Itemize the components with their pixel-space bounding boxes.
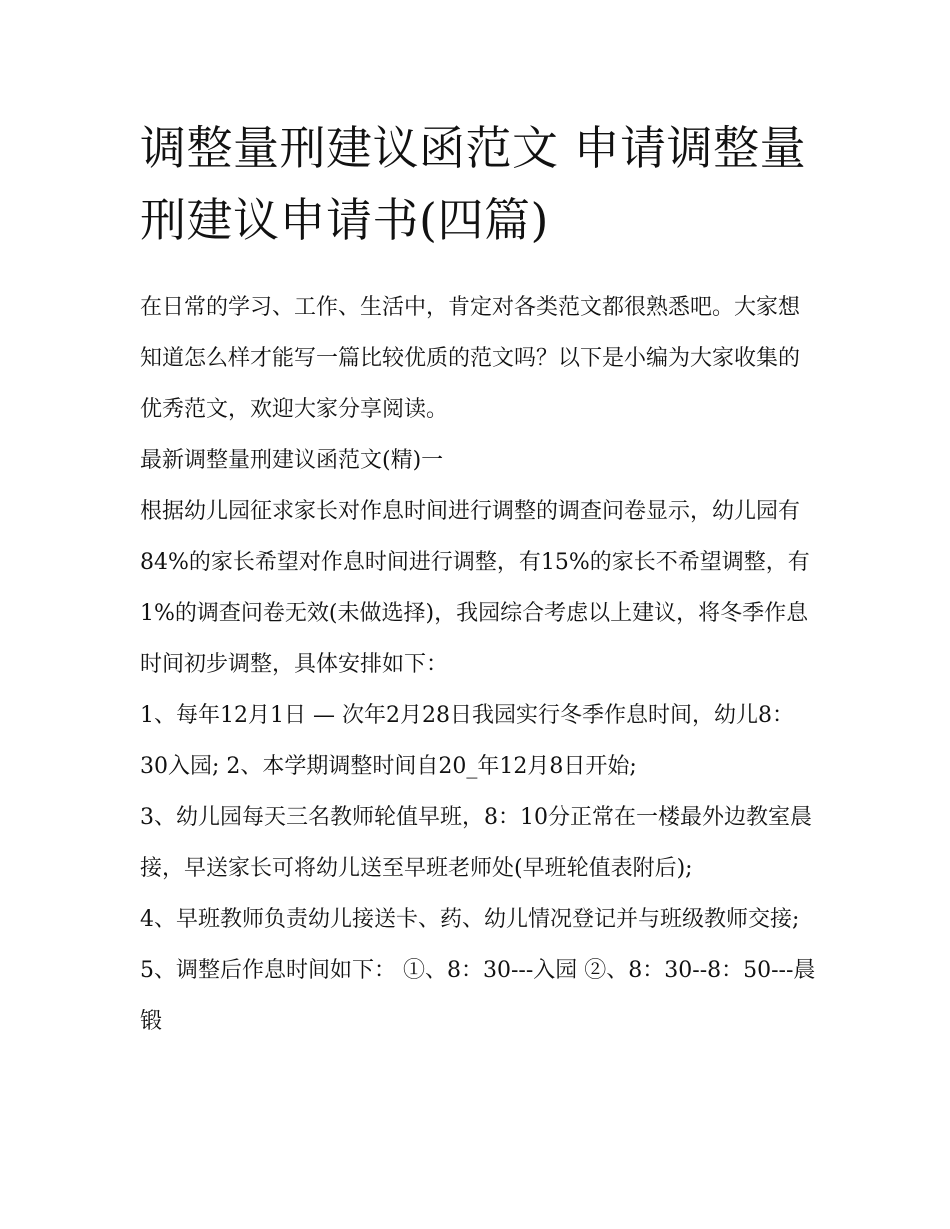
section-heading: 最新调整量刑建议函范文(精)一: [140, 448, 444, 473]
document-title: 调整量刑建议函范文 申请调整量刑建议申请书(四篇): [140, 121, 807, 247]
list-item-1-2: 1、每年12月1日 — 次年2月28日我园实行冬季作息时间，幼儿8：30入园; 2、本学期调整时间自20_年12月8日开始;: [140, 703, 794, 779]
list-item-3: 3、幼儿园每天三名教师轮值早班，8：10分正常在一楼最外边教室晨接，早送家长可将幼儿送至早班老师处(早班轮值表附后);: [140, 805, 812, 881]
body-paragraph: 根据幼儿园征求家长对作息时间进行调整的调查问卷显示，幼儿园有84%的家长希望对作息时间进行调整，有15%的家长不希望调整，有1%的调查问卷无效(未做选择)，我园综合考虑以上建议，将冬季作息时间初步调整，具体安排如下：: [140, 499, 810, 677]
intro-paragraph: 在日常的学习、工作、生活中，肯定对各类范文都很熟悉吧。大家想知道怎么样才能写一篇比较优质的范文吗？以下是小编为大家收集的优秀范文，欢迎大家分享阅读。: [140, 295, 801, 422]
document-body: [140, 282, 820, 1047]
document-page: [140, 112, 820, 1047]
list-item-4-5: 4、早班教师负责幼儿接送卡、药、幼儿情况登记并与班级教师交接; 5、调整后作息时间如下： ①、8：30---入园 ②、8：30--8：50---晨锻: [140, 907, 816, 1034]
